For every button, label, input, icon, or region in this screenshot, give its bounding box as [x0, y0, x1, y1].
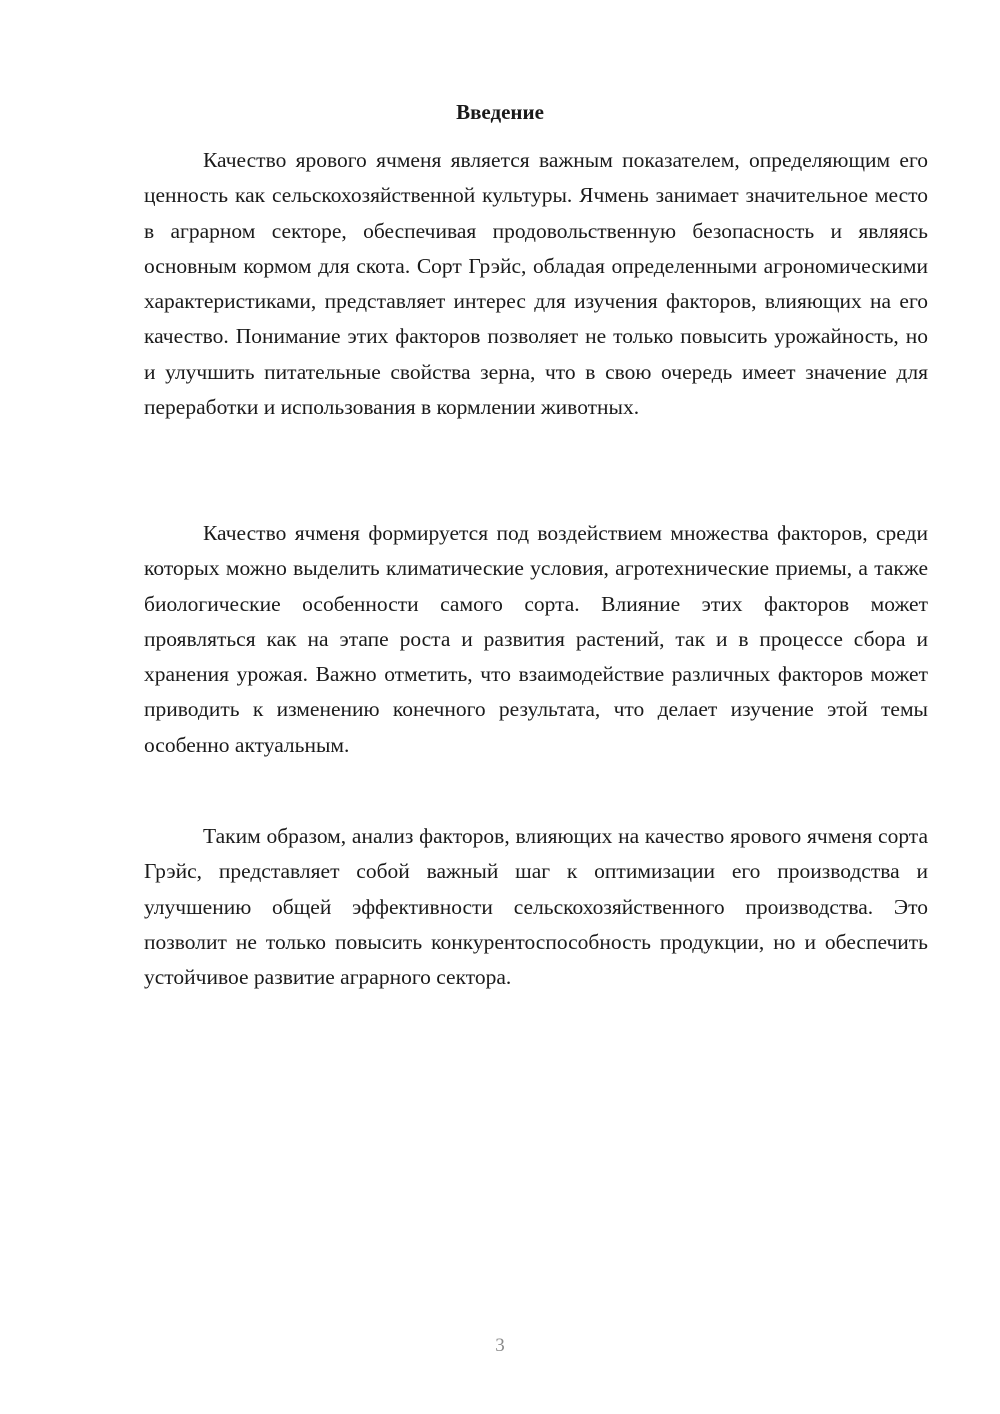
page-title: Введение	[456, 100, 544, 124]
paragraph-2: Качество ячменя формируется под воздействием множества факторов, среди которых можно выделить климатические условия, агротехнические приемы, а также биологические особенности самого сорта. Влияние этих факторов может проявляться как на этапе роста и развития растений, так и в процессе сбора и хранения урожая. Важно отметить, что взаимодействие различных факторов может приводить к изменению конечного результата, что делает изучение этой темы особенно актуальным.	[144, 521, 928, 757]
page-number: 3	[495, 1335, 505, 1356]
paragraph-3: Таким образом, анализ факторов, влияющих на качество ярового ячменя сорта Грэйс, представляет собой важный шаг к оптимизации его производства и улучшению общей эффективности сельскохозяйственного производства. Это позволит не только повысить конкурентоспособность продукции, но и обеспечить устойчивое развитие аграрного сектора.	[144, 824, 928, 990]
paragraph-1: Качество ярового ячменя является важным показателем, определяющим его ценность как сельскохозяйственной культуры. Ячмень занимает значительное место в аграрном секторе, обеспечивая продовольственную безопасность и являясь основным кормом для скота. Сорт Грэйс, обладая определенными агрономическими характеристиками, представляет интерес для изучения факторов, влияющих на его качество. Понимание этих факторов позволяет не только повысить урожайность, но и улучшить питательные свойства зерна, что в свою очередь имеет значение для переработки и использования в кормлении животных.	[144, 148, 928, 420]
